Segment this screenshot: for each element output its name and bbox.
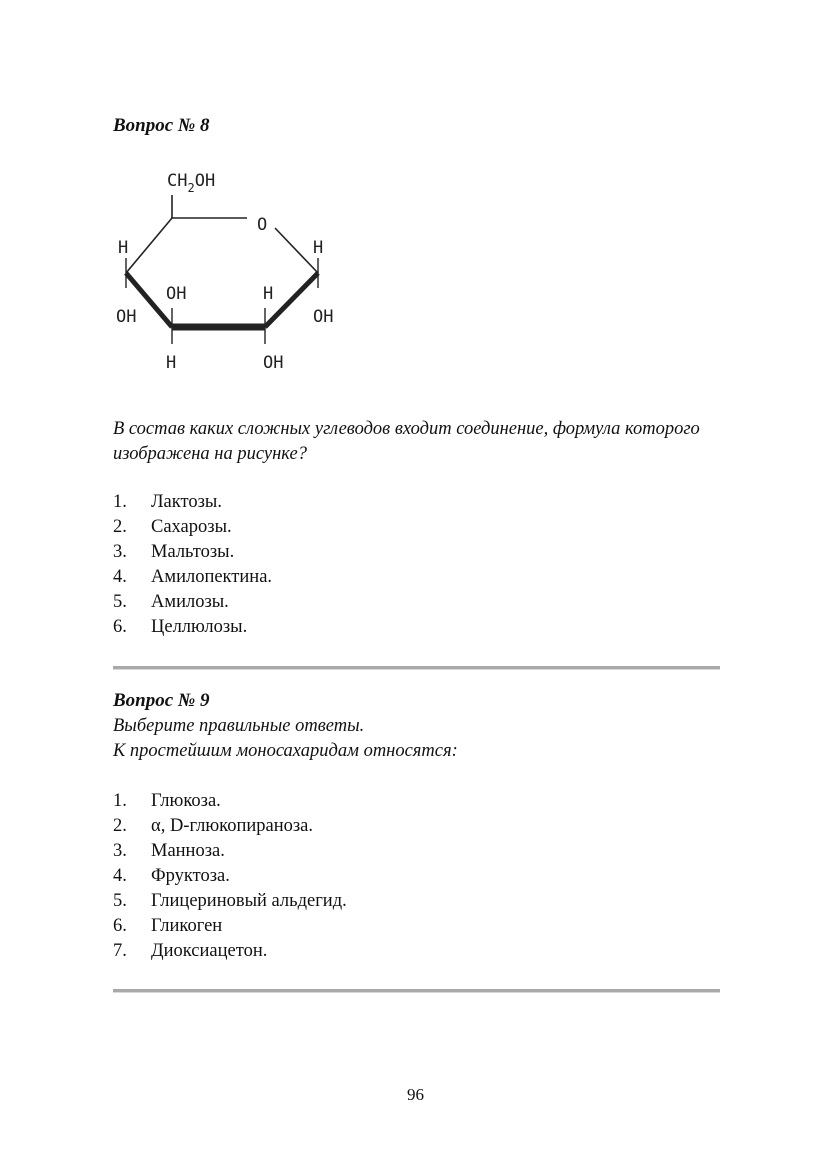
- c2-oh-label: OH: [263, 353, 284, 373]
- question-8-answers: [113, 490, 272, 640]
- answer-number: 4.: [113, 866, 127, 886]
- glucopyranose-structure: [105, 160, 365, 380]
- bond-o-c1: [275, 228, 318, 273]
- question-9-title: Вопрос № 9: [113, 690, 210, 711]
- answer-label: Диоксиацетон.: [151, 941, 268, 961]
- answer-item: [113, 540, 272, 565]
- answer-item: [113, 939, 347, 964]
- question-8-title: Вопрос № 8: [113, 115, 210, 136]
- ring-oxygen-label: O: [257, 215, 268, 235]
- ch2oh-label: $CH_2OH$: [167, 171, 216, 195]
- answer-label: Глюкоза.: [151, 791, 221, 811]
- ring-bonds: [126, 195, 318, 344]
- answer-label: Гликоген: [151, 916, 223, 936]
- answer-item: [113, 789, 347, 814]
- answer-number: 2.: [113, 816, 127, 836]
- answer-number: 3.: [113, 542, 127, 562]
- question-9-instruction: Выберите правильные ответы.: [113, 716, 365, 736]
- question-9-answers: [113, 789, 347, 964]
- answer-item: [113, 490, 272, 515]
- answer-label: Манноза.: [151, 841, 225, 861]
- answer-label: Мальтозы.: [151, 542, 235, 562]
- answer-number: 1.: [113, 492, 127, 512]
- answer-item: [113, 515, 272, 540]
- c4-h-label: H: [118, 238, 129, 258]
- page-number: 96: [407, 1085, 424, 1104]
- c1-h-label: H: [313, 238, 324, 258]
- answer-number: 5.: [113, 592, 127, 612]
- question-8-text: В состав каких сложных углеводов входит соединение, формула которого изображена на рисунке?: [113, 419, 700, 464]
- c1-oh-label: OH: [313, 307, 334, 327]
- answer-label: Целлюлозы.: [151, 617, 248, 637]
- answer-number: 2.: [113, 517, 127, 537]
- question-9-text: К простейшим моносахаридам относятся:: [113, 741, 458, 761]
- bond-c5-c4: [126, 218, 172, 273]
- c2-h-label: H: [263, 284, 274, 304]
- answer-label: Лактозы.: [151, 492, 222, 512]
- answer-label: Амилозы.: [151, 592, 229, 612]
- answer-number: 6.: [113, 916, 127, 936]
- answer-number: 1.: [113, 791, 127, 811]
- section-divider: [113, 666, 720, 670]
- answer-number: 5.: [113, 891, 127, 911]
- c3-h-label: H: [166, 353, 177, 373]
- answer-item: [113, 914, 347, 939]
- section-divider: [113, 989, 720, 993]
- answer-number: 7.: [113, 941, 127, 961]
- answer-item: [113, 615, 272, 640]
- answer-item: [113, 590, 272, 615]
- answer-item: [113, 839, 347, 864]
- answer-item: [113, 889, 347, 914]
- answer-item: [113, 565, 272, 590]
- answer-item: [113, 814, 347, 839]
- answer-number: 6.: [113, 617, 127, 637]
- answer-number: 3.: [113, 841, 127, 861]
- answer-label: Амилопектина.: [151, 567, 273, 587]
- c3-oh-label: OH: [166, 284, 187, 304]
- c4-oh-label: OH: [116, 307, 137, 327]
- answer-label: α, D-глюкопираноза.: [151, 816, 314, 836]
- answer-label: Глицериновый альдегид.: [151, 891, 347, 911]
- answer-number: 4.: [113, 567, 127, 587]
- answer-label: Фруктоза.: [151, 866, 230, 886]
- answer-item: [113, 864, 347, 889]
- answer-label: Сахарозы.: [151, 517, 232, 537]
